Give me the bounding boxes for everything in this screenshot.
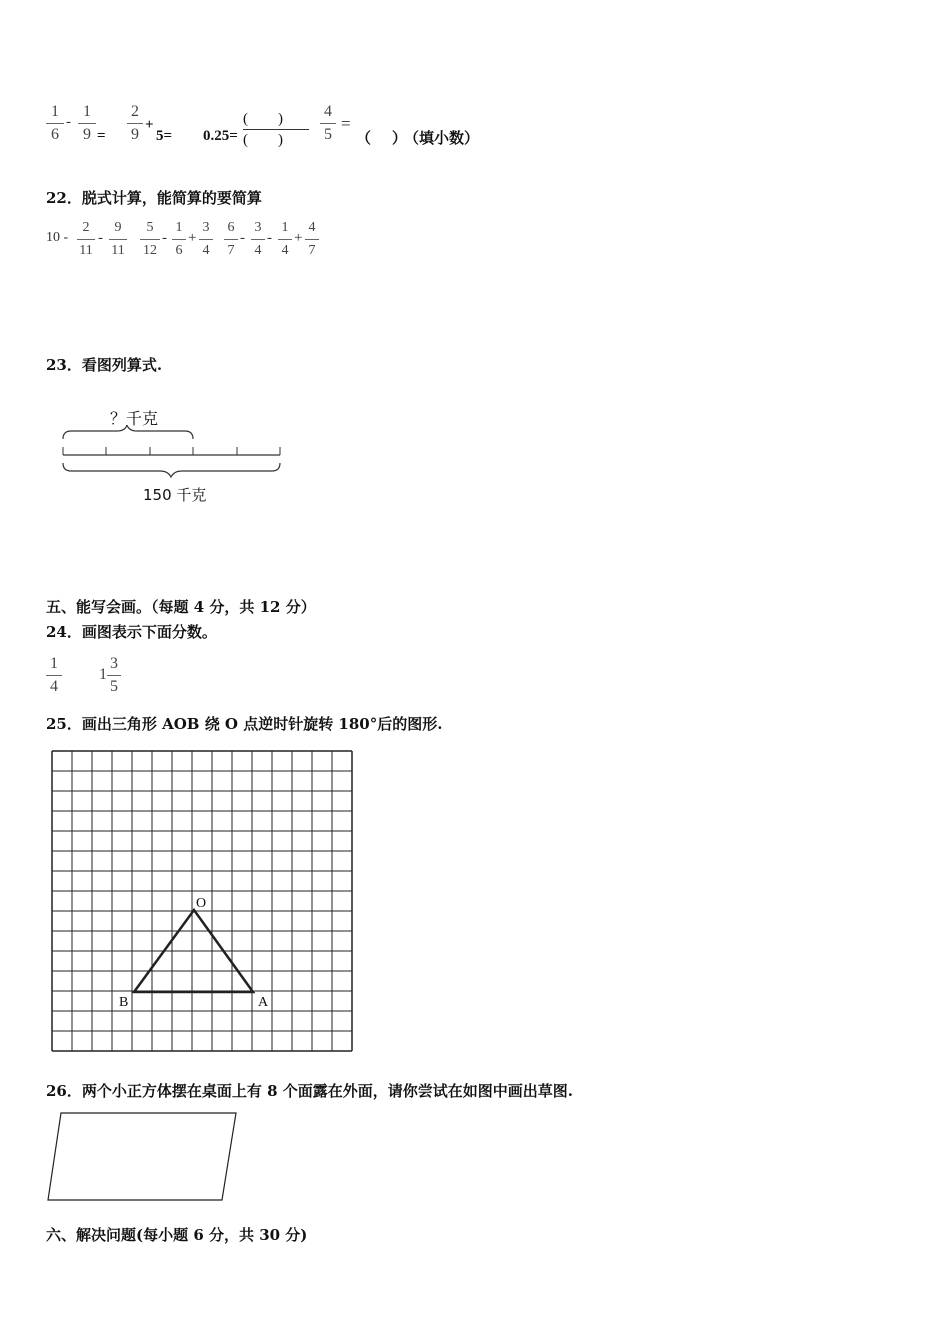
numerator: 4 — [308, 220, 316, 235]
q23-title: 23．看图列算式. — [46, 356, 163, 374]
numerator: 3 — [254, 220, 262, 235]
fraction-2-11 — [77, 219, 95, 260]
paren-fraction — [243, 110, 309, 149]
q26-title: 26．两个小正方体摆在桌面上有 8 个面露在外面，请你尝试在如图中画出草图. — [46, 1082, 573, 1100]
segment-diagram — [55, 425, 290, 485]
fraction-5-12 — [140, 219, 160, 260]
minus-sign: - — [66, 114, 71, 130]
q25-title: 25．画出三角形 AOB 绕 O 点逆时针旋转 180°后的图形. — [46, 715, 443, 733]
denominator: 4 — [254, 243, 262, 258]
hint-fill-decimal: （填小数） — [404, 129, 480, 147]
numerator: 2 — [82, 220, 90, 235]
fraction-2-9 — [127, 103, 143, 144]
denominator: 7 — [227, 243, 235, 258]
parallelogram — [48, 1113, 236, 1200]
bottom-brace — [63, 463, 280, 477]
numerator: 1 — [50, 655, 58, 672]
label-b: B — [119, 995, 129, 1010]
label-a: A — [258, 995, 269, 1010]
denominator: 4 — [281, 243, 289, 258]
denominator: 7 — [308, 243, 316, 258]
fraction-3-4 — [251, 219, 265, 260]
denominator: 9 — [83, 126, 91, 143]
plus-sign: + — [188, 230, 197, 246]
fraction-4-5 — [320, 103, 336, 144]
fraction-1-6 — [172, 219, 186, 260]
minus-sign: - — [267, 230, 272, 246]
fraction-1-4 — [46, 655, 62, 696]
answer-blank: （ ） — [356, 129, 407, 147]
five-equals: 5= — [156, 128, 173, 144]
minus-sign: - — [162, 230, 167, 246]
equals-sign-2: = — [341, 114, 351, 133]
paren-denominator: ( ) — [243, 132, 283, 148]
numerator: 9 — [114, 220, 122, 235]
paren-numerator: ( ) — [243, 111, 283, 127]
numerator: 5 — [146, 220, 154, 235]
mixed-number-whole: 1 — [99, 666, 107, 683]
denominator: 6 — [175, 243, 183, 258]
minus-sign: - — [240, 230, 245, 246]
fraction-3-4 — [199, 219, 213, 260]
minus-sign: - — [98, 230, 103, 246]
denominator: 5 — [110, 678, 118, 695]
equals-sign: = — [97, 128, 106, 144]
numerator: 1 — [83, 103, 91, 120]
top-brace — [63, 425, 193, 439]
fraction-9-11 — [109, 219, 127, 260]
bottom-label-150-kg: 150 千克 — [143, 486, 207, 504]
fraction-6-7 — [224, 219, 238, 260]
plus-sign: + — [145, 117, 154, 133]
q22-title: 22．脱式计算，能简算的要简算 — [46, 189, 262, 207]
decimal-label: 0.25= — [203, 128, 238, 144]
denominator: 9 — [131, 126, 139, 143]
fraction-1-4 — [278, 219, 292, 260]
numerator: 3 — [202, 220, 210, 235]
numerator: 4 — [324, 103, 332, 120]
denominator: 4 — [50, 678, 58, 695]
fraction-1-6 — [46, 103, 64, 144]
denominator: 11 — [79, 243, 93, 258]
mixed-fraction-3-5 — [107, 655, 121, 696]
denominator: 6 — [51, 126, 59, 143]
expr1-lead: 10 - — [46, 230, 69, 245]
denominator: 5 — [324, 126, 332, 143]
parallelogram-figure — [46, 1110, 241, 1204]
label-o: O — [196, 896, 207, 911]
section-5-title: 五、能写会画。（每题 4 分，共 12 分） — [46, 598, 316, 616]
plus-sign: + — [294, 230, 303, 246]
denominator: 12 — [143, 243, 157, 258]
fraction-1-9 — [78, 103, 96, 144]
numerator: 6 — [227, 220, 235, 235]
denominator: 4 — [202, 243, 210, 258]
denominator: 11 — [111, 243, 125, 258]
numerator: 2 — [131, 103, 139, 120]
top-label-question-kg: ？千克 — [110, 409, 159, 428]
fraction-4-7 — [305, 219, 319, 260]
numerator: 3 — [110, 655, 118, 672]
section-6-title: 六、解决问题(每小题 6 分，共 30 分) — [46, 1226, 308, 1244]
numerator: 1 — [51, 103, 59, 120]
numerator: 1 — [281, 220, 289, 235]
numerator: 1 — [175, 220, 183, 235]
q24-title: 24．画图表示下面分数。 — [46, 623, 217, 641]
